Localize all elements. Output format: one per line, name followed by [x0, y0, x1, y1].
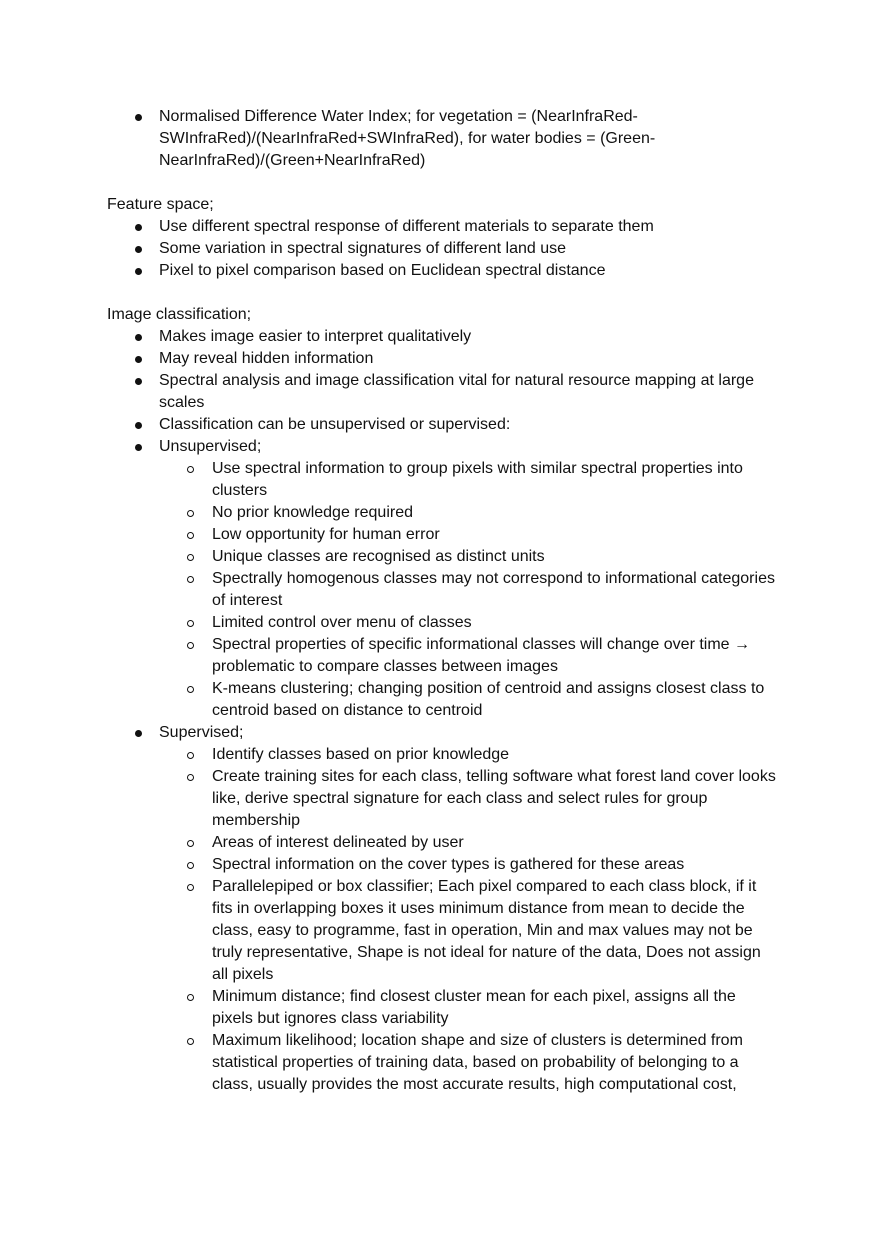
sublist-item [159, 634, 777, 678]
hollow-bullet-icon [187, 532, 194, 539]
hollow-bullet-icon [187, 510, 194, 517]
hollow-bullet-icon [187, 994, 194, 1001]
sublist-item-text: Spectral properties of specific informational classes will change over time → problematic to compare classes between images [212, 636, 751, 675]
sublist-item [159, 458, 777, 502]
hollow-bullet-icon [187, 752, 194, 759]
list-item-text: Spectral analysis and image classification vital for natural resource mapping at large scales [159, 372, 754, 411]
sublist-item-text: Use spectral information to group pixels with similar spectral properties into clusters [212, 460, 743, 499]
sublist-item-text: Identify classes based on prior knowledge [212, 746, 510, 763]
bullet-icon [135, 268, 142, 275]
list-item-text: Classification can be unsupervised or supervised: [159, 416, 511, 433]
hollow-bullet-icon [187, 466, 194, 473]
sublist-item-text: No prior knowledge required [212, 504, 413, 521]
hollow-bullet-icon [187, 862, 194, 869]
unsupervised-sublist [159, 458, 777, 722]
list-item-text: Makes image easier to interpret qualitatively [159, 328, 472, 345]
sublist-item [159, 744, 777, 766]
bullet-icon [135, 444, 142, 451]
hollow-bullet-icon [187, 642, 194, 649]
sublist-item [159, 854, 777, 876]
hollow-bullet-icon [187, 840, 194, 847]
sublist-item [159, 568, 777, 612]
hollow-bullet-icon [187, 554, 194, 561]
bullet-icon [135, 114, 142, 121]
list-item-text: Some variation in spectral signatures of different land use [159, 240, 567, 257]
hollow-bullet-icon [187, 884, 194, 891]
sublist-item-text: Limited control over menu of classes [212, 614, 472, 631]
list-item [107, 260, 777, 282]
list-item [107, 348, 777, 370]
list-item-text: Pixel to pixel comparison based on Euclidean spectral distance [159, 262, 606, 279]
feature-space-list [107, 216, 777, 282]
supervised-sublist [159, 744, 777, 1096]
section-heading-image-classification: Image classification; [107, 306, 252, 323]
sublist-item-text: Create training sites for each class, telling software what forest land cover looks like, derive spectral signature for each class and select rules for group membership [212, 768, 776, 829]
sublist-item-text: Spectrally homogenous classes may not correspond to informational categories of interest [212, 570, 775, 609]
list-item [107, 414, 777, 436]
document-page [107, 106, 777, 1096]
sublist-item-text: Parallelepiped or box classifier; Each pixel compared to each class block, if it fits in overlapping boxes it uses minimum distance from mean to decide the class, easy to programme, fast in operation, Min and max values may not be truly representative, Shape is not ideal for nature of the data, Does not assign all pixels [212, 878, 761, 983]
sublist-item-text: Spectral information on the cover types is gathered for these areas [212, 856, 685, 873]
bullet-icon [135, 356, 142, 363]
section-heading-feature-space: Feature space; [107, 196, 214, 213]
bullet-icon [135, 246, 142, 253]
list-item [107, 106, 777, 172]
bullet-icon [135, 334, 142, 341]
intro-list [107, 106, 777, 172]
hollow-bullet-icon [187, 686, 194, 693]
list-item-text: Use different spectral response of different materials to separate them [159, 218, 654, 235]
sublist-item [159, 1030, 777, 1096]
list-item [107, 216, 777, 238]
sublist-item [159, 678, 777, 722]
bullet-icon [135, 730, 142, 737]
image-classification-list [107, 326, 777, 1096]
sublist-item [159, 502, 777, 524]
sublist-item [159, 546, 777, 568]
sublist-item-text: Low opportunity for human error [212, 526, 440, 543]
list-item-text: Supervised; [159, 724, 244, 741]
list-item-unsupervised [107, 436, 777, 722]
bullet-icon [135, 224, 142, 231]
list-item-supervised [107, 722, 777, 1096]
hollow-bullet-icon [187, 1038, 194, 1045]
list-item [107, 238, 777, 260]
sublist-item-text: Unique classes are recognised as distinct units [212, 548, 545, 565]
hollow-bullet-icon [187, 620, 194, 627]
sublist-item-text: Areas of interest delineated by user [212, 834, 464, 851]
list-item-text: Unsupervised; [159, 438, 262, 455]
sublist-item [159, 876, 777, 986]
sublist-item-text: K-means clustering; changing position of centroid and assigns closest class to centroid based on distance to centroid [212, 680, 765, 719]
sublist-item-text: Minimum distance; find closest cluster mean for each pixel, assigns all the pixels but ignores class variability [212, 988, 736, 1027]
list-item [107, 370, 777, 414]
sublist-item [159, 524, 777, 546]
sublist-item [159, 766, 777, 832]
sublist-item [159, 612, 777, 634]
hollow-bullet-icon [187, 774, 194, 781]
hollow-bullet-icon [187, 576, 194, 583]
list-item-text: Normalised Difference Water Index; for vegetation = (NearInfraRed-SWInfraRed)/(NearInfraRed+SWInfraRed), for water bodies = (Green-NearInfraRed)/(Green+NearInfraRed) [159, 108, 656, 169]
bullet-icon [135, 422, 142, 429]
sublist-item [159, 832, 777, 854]
sublist-item-text: Maximum likelihood; location shape and size of clusters is determined from statistical properties of training data, based on probability of belonging to a class, usually provides the most accurate results, high computational cost, [212, 1032, 743, 1093]
list-item-text: May reveal hidden information [159, 350, 374, 367]
bullet-icon [135, 378, 142, 385]
sublist-item [159, 986, 777, 1030]
list-item [107, 326, 777, 348]
